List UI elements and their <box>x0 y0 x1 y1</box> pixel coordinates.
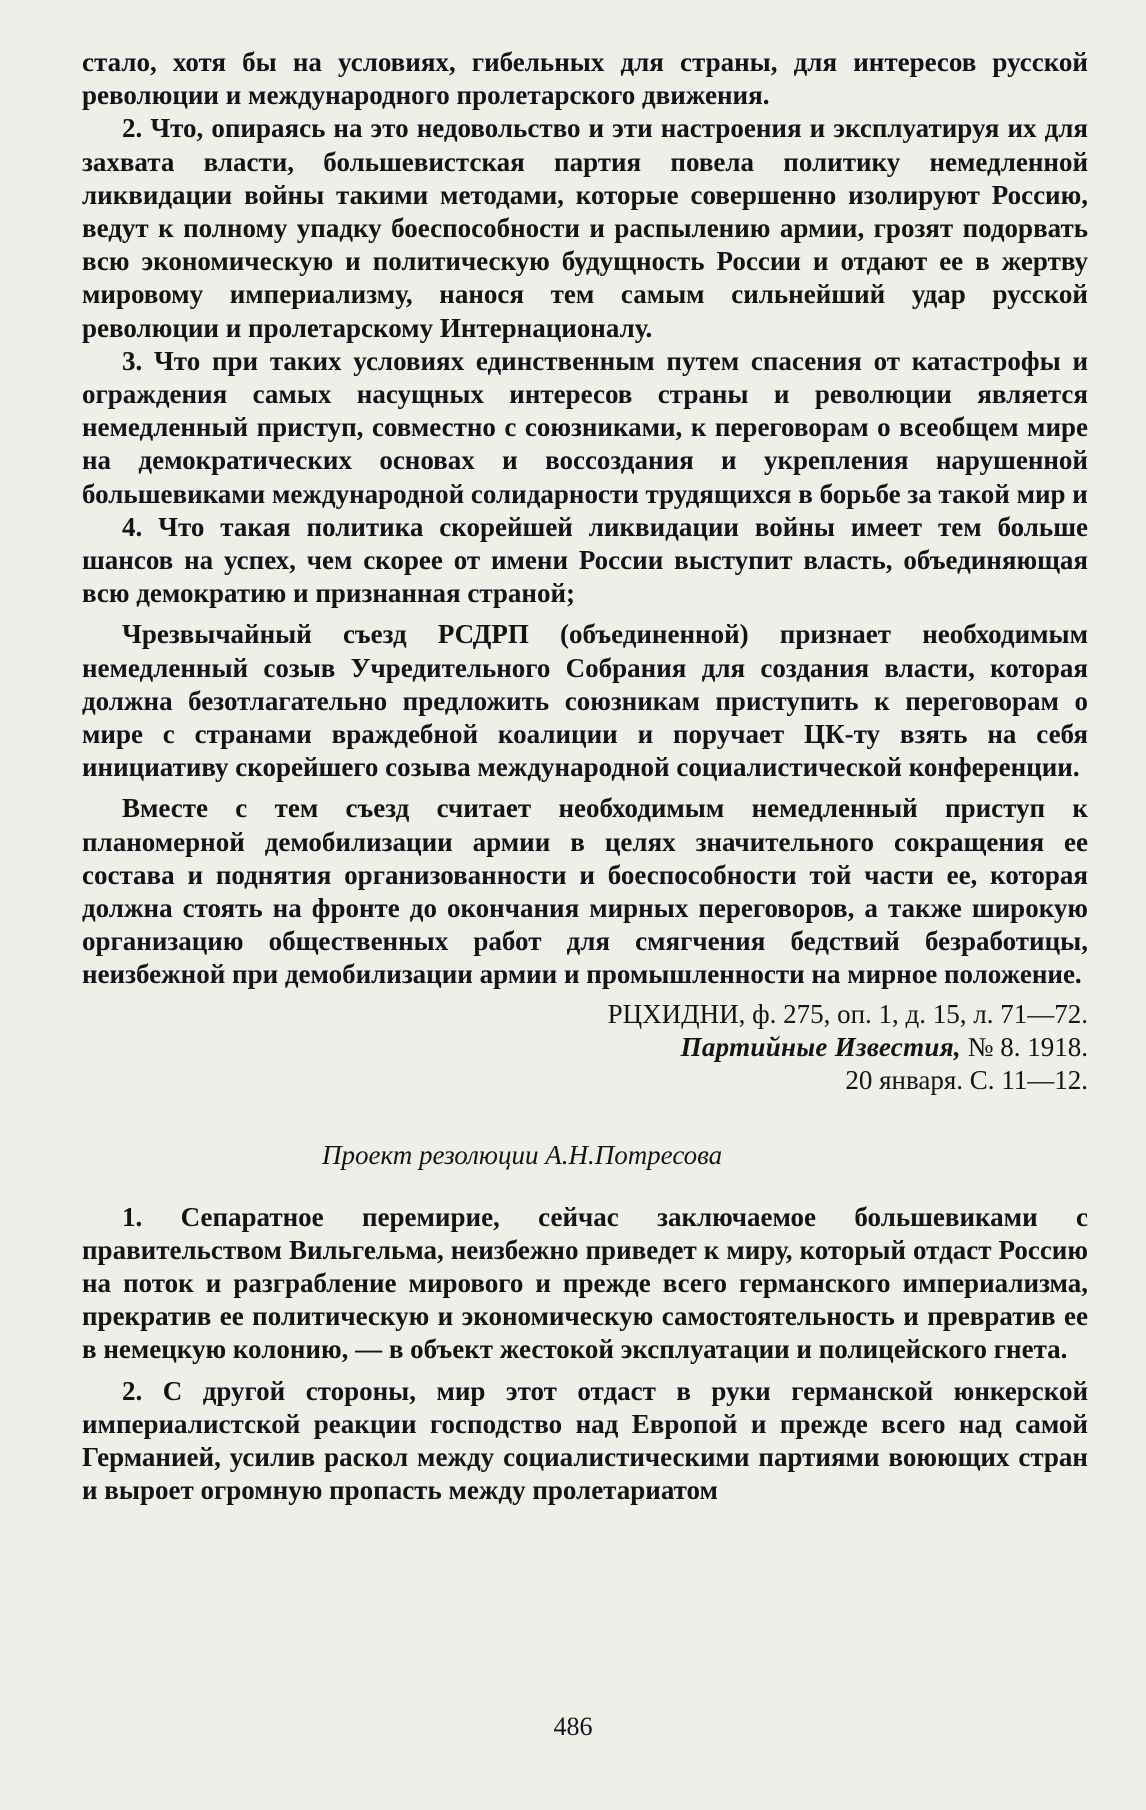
section-heading: Проект резолюции А.Н.Потресова <box>322 1140 723 1171</box>
page-number: 486 <box>553 1712 593 1741</box>
paragraph-potresov-1: 1. Сепаратное перемирие, сейчас заключаемое большевиками с правительством Вильгельма, неизбежно приведет к миру, который отдаст Россию на поток и разграбление мирового и прежде всего германского империализма, прекратив ее политическую и экономическую самостоятельность и превратив ее в немецкую колонию, — в объект жестокой эксплуатации и полицейского гнета. <box>82 1201 1088 1365</box>
source-archive-line <box>82 998 1088 1031</box>
paragraph-point-4: 4. Что такая политика скорейшей ликвидации войны имеет тем больше шансов на успех, чем скорее от имени России выступит власть, объединяющая всю демократию и признанная страной; <box>82 511 1088 609</box>
source-journal: Партийные Известия, <box>680 1031 961 1062</box>
paragraph-congress-resolution: Чрезвычайный съезд РСДРП (объединенной) признает необходимым немедленный созыв Учредительного Собрания для создания власти, которая должна безотлагательно предложить союзникам приступить к переговорам о мире с странами враждебной коалиции и поручает ЦК-ту взять на себя инициативу скорейшего созыва международной социалистической конференции. <box>82 619 1088 783</box>
source-archive: РЦХИДНИ, ф. 275, оп. 1, д. 15, л. 71—72. <box>607 998 1088 1029</box>
document-body <box>82 46 1088 1507</box>
paragraph-potresov-2: 2. С другой стороны, мир этот отдаст в руки германской юнкерской империалистской реакции господство над Европой и прежде всего над самой Германией, усилив раскол между социалистическими партиями воюющих стран и выроет огромную пропасть между пролетариатом <box>82 1375 1088 1506</box>
source-date: 20 января. С. 11—12. <box>845 1065 1088 1096</box>
paragraph-point-3: 3. Что при таких условиях единственным путем спасения от катастрофы и ограждения самых насущных интересов страны и революции является немедленный приступ, совместно с союзниками, к переговорам о всеобщем мире на демократических основах и воссоздания и укрепления нарушенной большевиками международной солидарности трудящихся в борьбе за такой мир и <box>82 345 1088 509</box>
paragraph-point-2: 2. Что, опираясь на это недовольство и эти настроения и эксплуатируя их для захвата власти, большевистская партия повела политику немедленной ликвидации войны такими методами, которые совершенно изолируют Россию, ведут к полному упадку боеспособности и распылению армии, грозят подорвать всю экономическую и политическую будущность России и отдают ее в жертву мировому империализму, нанося тем самым сильнейший удар русской революции и пролетарскому Интернационалу. <box>82 113 1088 343</box>
paragraph-demobilization: Вместе с тем съезд считает необходимым немедленный приступ к планомерной демобилизации армии в целях значительного сокращения ее состава и поднятия организованности и боеспособности той части ее, которая должна стоять на фронте до окончания мирных переговоров, а также широкую организацию общественных работ для смягчения бедствий безработицы, неизбежной при демобилизации армии и промышленности на мирное положение. <box>82 793 1088 990</box>
source-issue: № 8. 1918. <box>960 1031 1088 1062</box>
source-citation <box>82 998 1088 1098</box>
paragraph-continuation: стало, хотя бы на условиях, гибельных для страны, для интересов русской революции и международного пролетарского движения. <box>82 47 1088 111</box>
source-journal-line <box>82 1031 1088 1064</box>
source-date-line <box>82 1064 1088 1097</box>
